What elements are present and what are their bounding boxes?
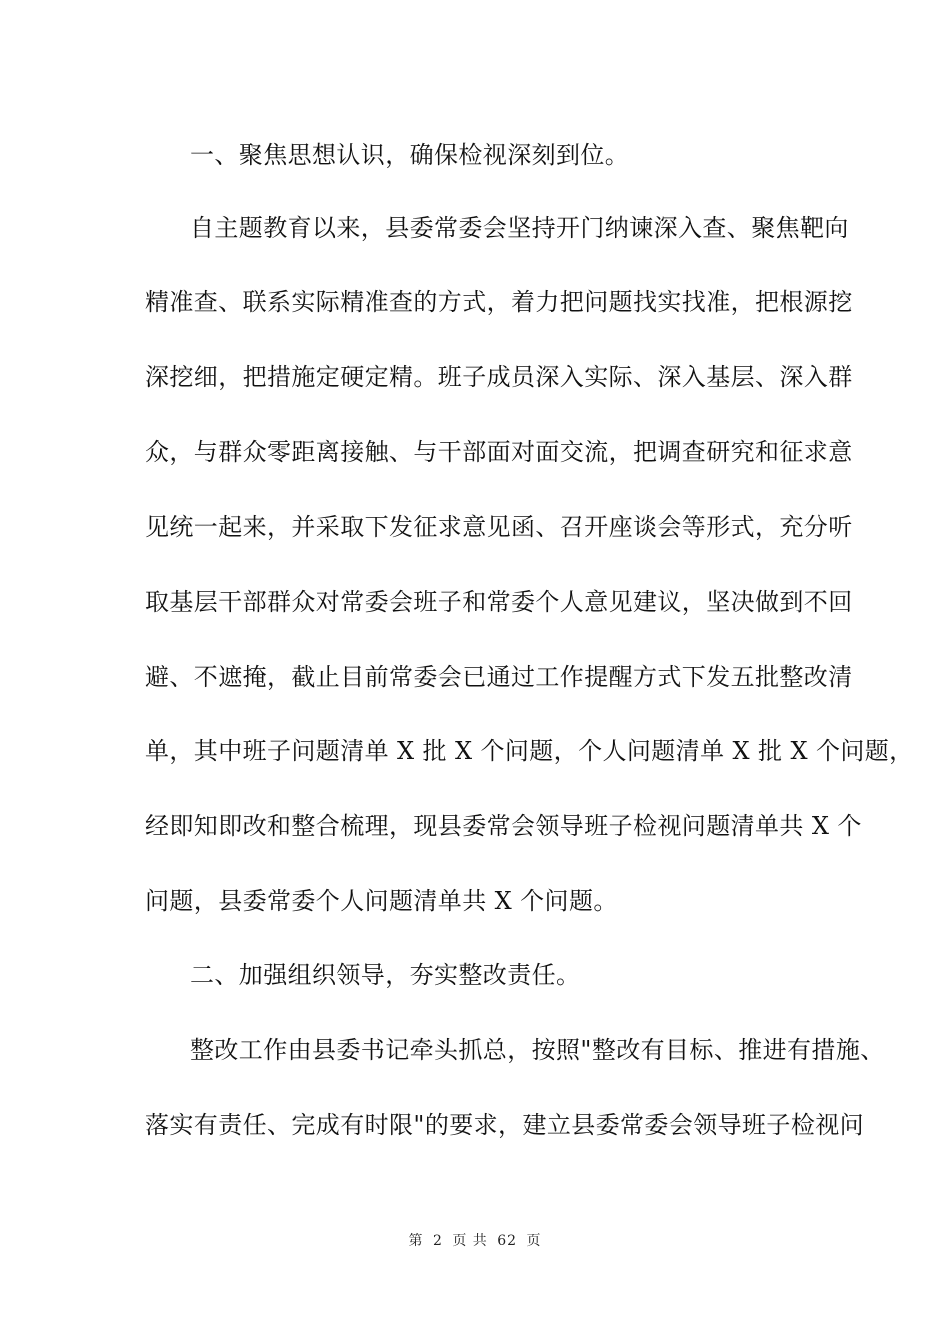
footer-suffix: 页 xyxy=(526,1233,542,1249)
paragraph-line: 落实有责任、完成有时限"的要求，建立县委常委会领导班子检视问 xyxy=(145,1111,865,1139)
paragraph-line: 经即知即改和整合梳理，现县委常会领导班子检视问题清单共 X 个 xyxy=(145,812,862,840)
footer-prefix: 第 xyxy=(408,1233,424,1249)
footer-page-number: 2 xyxy=(432,1233,443,1249)
paragraph-line: 单，其中班子问题清单 X 批 X 个问题，个人问题清单 X 批 X 个问题， xyxy=(145,737,914,765)
footer-total-pages: 62 xyxy=(497,1233,518,1249)
heading-2: 二、加强组织领导，夯实整改责任。 xyxy=(190,961,581,989)
paragraph-line: 问题，县委常委个人问题清单共 X 个问题。 xyxy=(145,887,618,915)
paragraph-line: 深挖细，把措施定硬定精。班子成员深入实际、深入基层、深入群 xyxy=(145,363,853,391)
paragraph-line: 自主题教育以来，县委常委会坚持开门纳谏深入查、聚焦靶向 xyxy=(190,214,849,242)
heading-1: 一、聚焦思想认识，确保检视深刻到位。 xyxy=(190,141,630,169)
paragraph-line: 众，与群众零距离接触、与干部面对面交流，把调查研究和征求意 xyxy=(145,438,853,466)
paragraph-line: 见统一起来，并采取下发征求意见函、召开座谈会等形式，充分听 xyxy=(145,513,853,541)
paragraph-line: 避、不遮掩，截止目前常委会已通过工作提醒方式下发五批整改清 xyxy=(145,663,853,691)
footer-middle: 页 共 xyxy=(452,1233,488,1249)
paragraph-line: 整改工作由县委书记牵头抓总，按照"整改有目标、推进有措施、 xyxy=(190,1036,885,1064)
paragraph-line: 精准查、联系实际精准查的方式，着力把问题找实找准，把根源挖 xyxy=(145,288,853,316)
page-footer xyxy=(0,1232,950,1250)
paragraph-line: 取基层干部群众对常委会班子和常委个人意见建议，坚决做到不回 xyxy=(145,588,853,616)
